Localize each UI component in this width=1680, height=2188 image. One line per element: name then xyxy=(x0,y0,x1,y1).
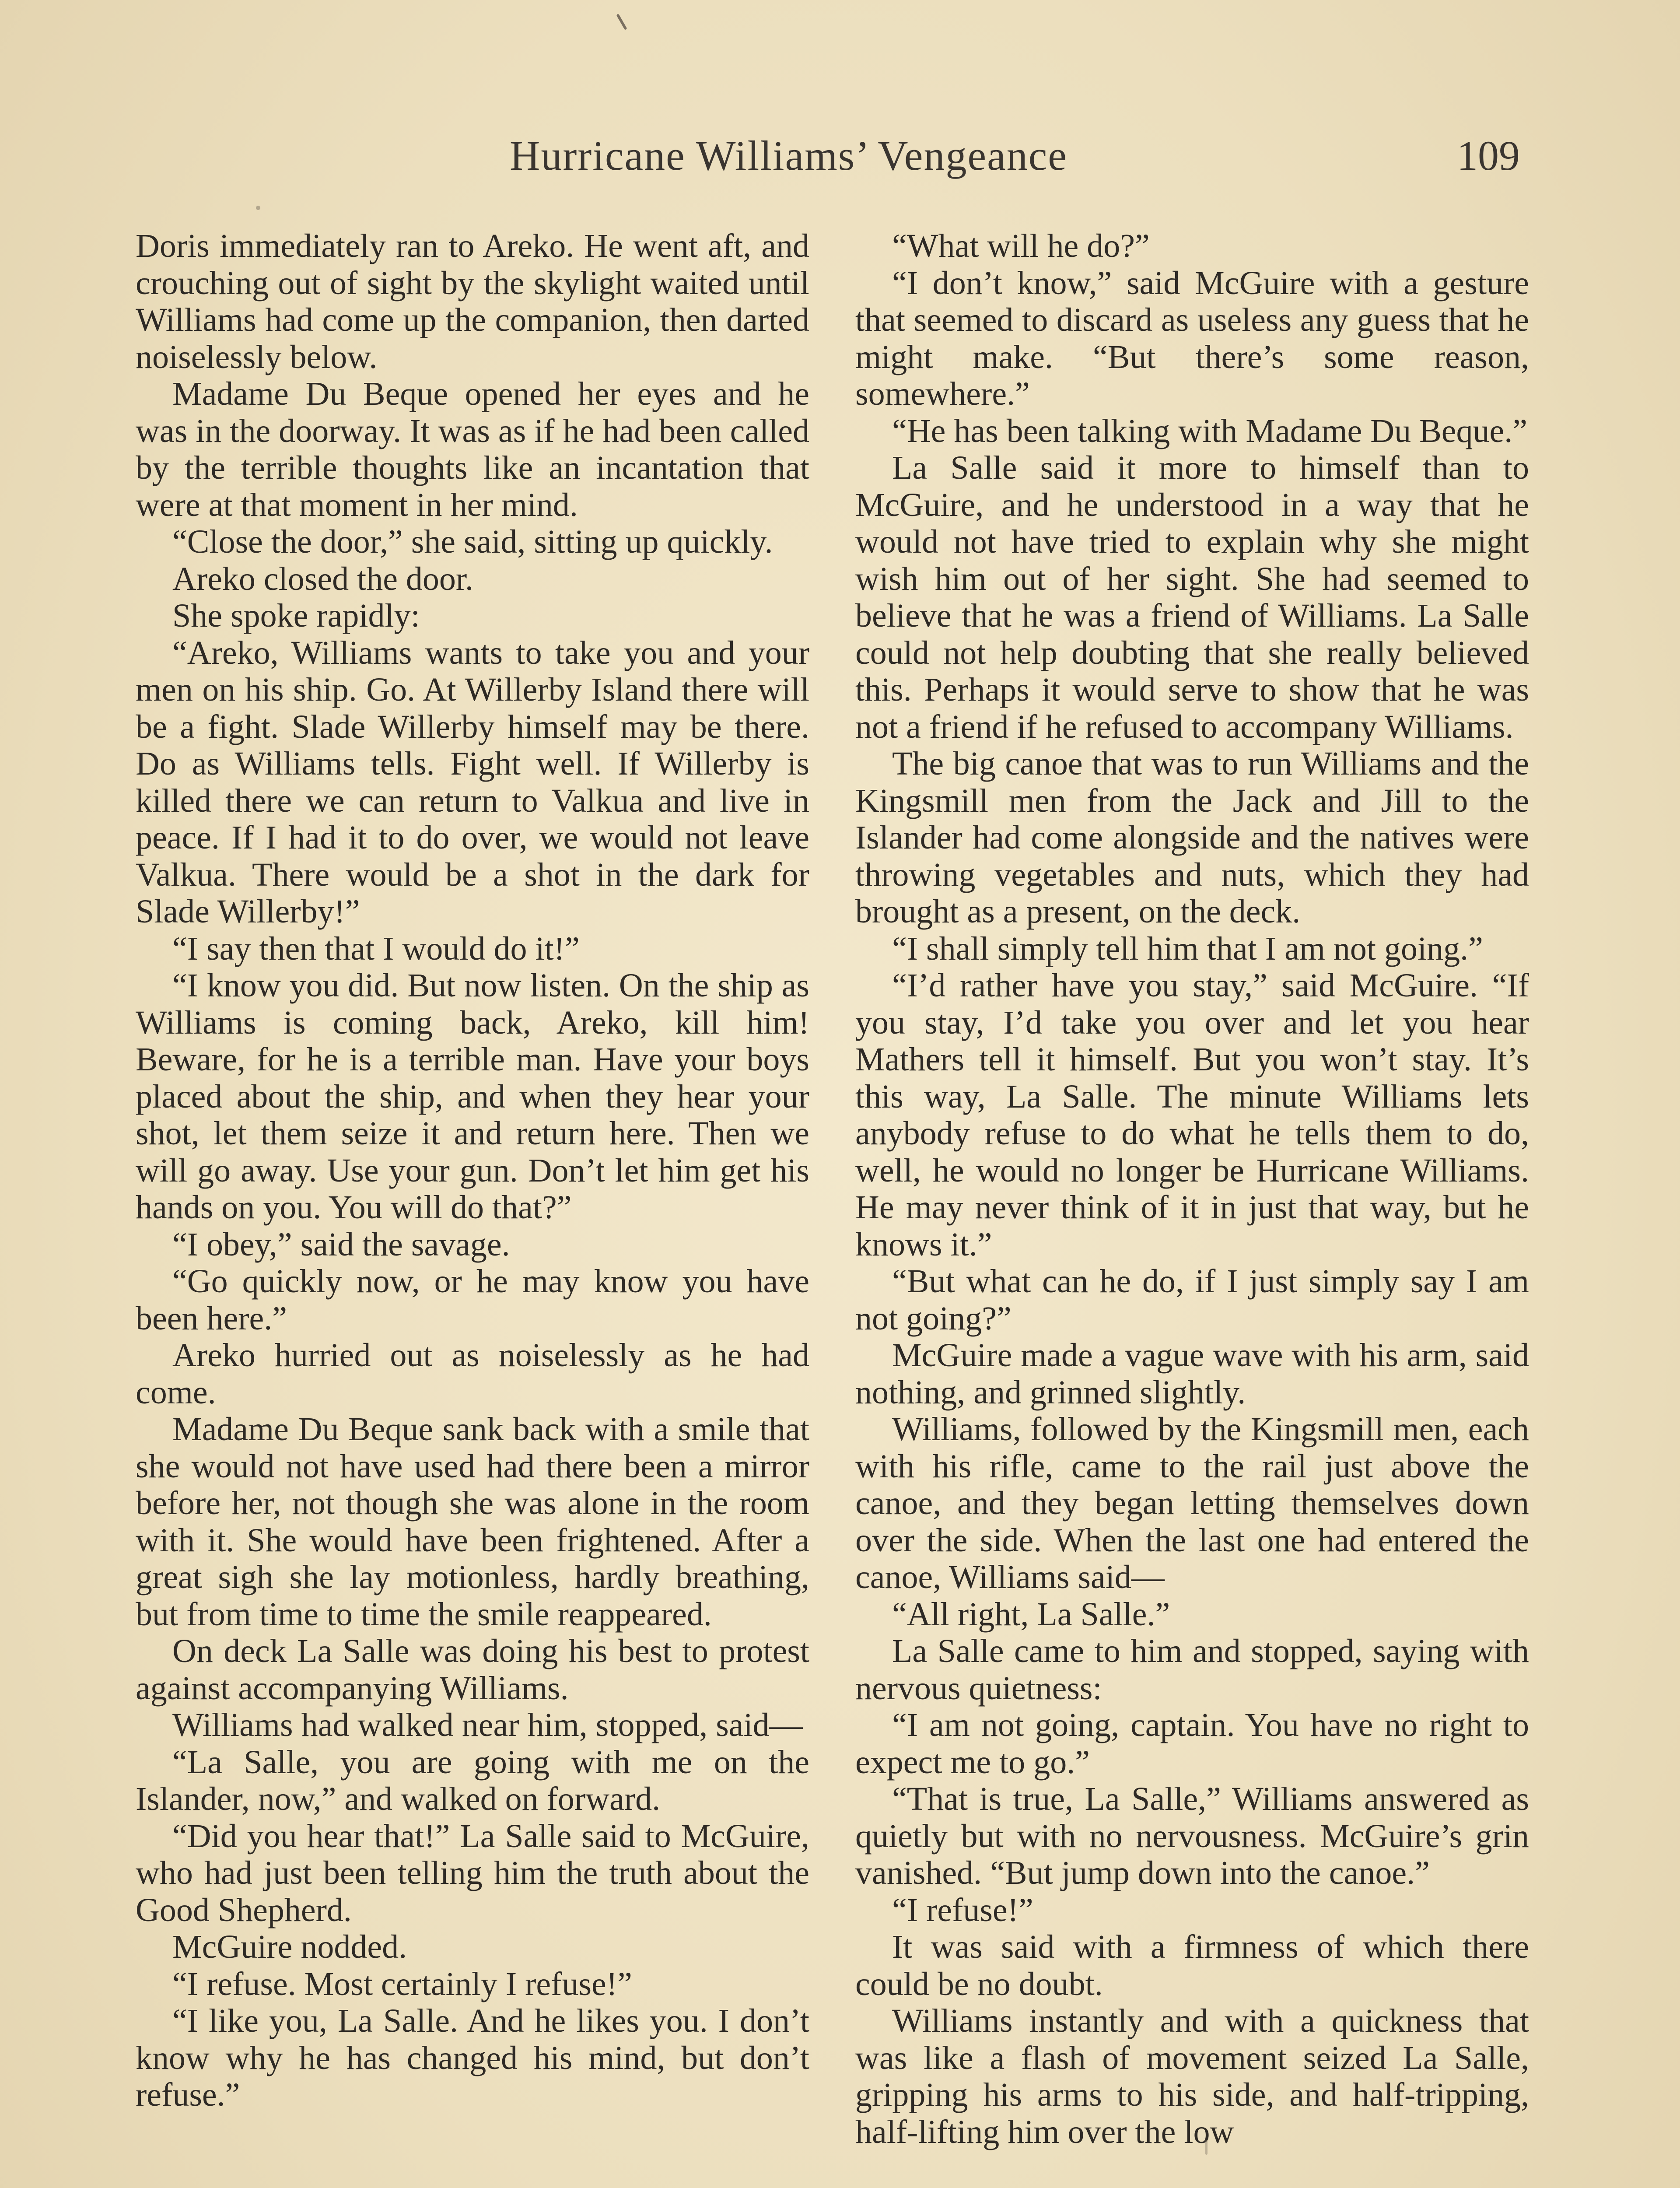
paragraph: “Did you hear that!” La Salle said to McGuire, who had just been telling him the truth about the Good Shepherd. xyxy=(136,1817,809,1929)
paragraph: Williams, followed by the Kingsmill men, each with his rifle, came to the rail just above the canoe, and they began letting themselves down over the side. When the last one had entered the canoe, Williams said— xyxy=(855,1411,1529,1595)
paragraph: She spoke rapidly: xyxy=(172,597,420,634)
right-column xyxy=(855,228,1529,2150)
left-column xyxy=(136,228,809,2114)
paragraph: It was said with a firmness of which there could be no doubt. xyxy=(855,1929,1529,2002)
paragraph: “I’d rather have you stay,” said McGuire. “If you stay, I’d take you over and let you hear Mathers tell it himself. But you won’t stay. It’s this way, La Salle. The minute Williams lets anybody refuse to do what he tells them to do, well, he would no longer be Hurricane Williams. He may never think of it in just that way, but he knows it.” xyxy=(855,967,1529,1263)
paragraph: “I know you did. But now listen. On the ship as Williams is coming back, Areko, kill him! Beware, for he is a terrible man. Have your boys placed about the ship, and when they hear your shot, let them seize it and return here. Then we will go away. Use your gun. Don’t let him get his hands on you. You will do that?” xyxy=(136,967,809,1226)
paragraph: Areko closed the door. xyxy=(172,560,474,597)
paragraph: Madame Du Beque opened her eyes and he was in the doorway. It was as if he had been called by the terrible thoughts like an incantation that were at that moment in her mind. xyxy=(136,375,809,523)
paragraph: Madame Du Beque sank back with a smile that she would not have used had there been a mirror before her, not though she was alone in the room with it. She would have been frightened. After a great sigh she lay motionless, hardly breathing, but from time to time the smile reappeared. xyxy=(136,1411,809,1633)
paragraph: Williams had walked near him, stopped, said— xyxy=(172,1707,803,1743)
paragraph: “I don’t know,” said McGuire with a gesture that seemed to discard as useless any guess that he might make. “But there’s some reason, somewhere.” xyxy=(855,264,1529,412)
running-head xyxy=(0,131,1680,188)
paragraph: “Go quickly now, or he may know you have been here.” xyxy=(136,1263,809,1337)
paragraph: “All right, La Salle.” xyxy=(892,1595,1170,1633)
paper-speck xyxy=(1205,2140,1208,2155)
paragraph: Doris immediately ran to Areko. He went aft, and crouching out of sight by the skylight waited until Williams had come up the companion, then darted noiselessly below. xyxy=(136,228,809,375)
paper-speck xyxy=(616,14,627,30)
paragraph: “I obey,” said the savage. xyxy=(172,1226,510,1263)
paragraph: “La Salle, you are going with me on the Islander, now,” and walked on forward. xyxy=(136,1743,809,1817)
paragraph: “I shall simply tell him that I am not going.” xyxy=(892,930,1483,967)
paper-speck xyxy=(256,206,260,210)
paragraph: “I refuse!” xyxy=(892,1891,1033,1929)
page-number: 109 xyxy=(1457,132,1520,179)
paragraph: “He has been talking with Madame Du Beque.” xyxy=(892,412,1527,449)
paragraph: McGuire nodded. xyxy=(172,1929,407,1965)
paragraph: “What will he do?” xyxy=(892,228,1150,264)
paragraph: “I am not going, captain. You have no right to expect me to go.” xyxy=(855,1707,1529,1781)
running-title: Hurricane Williams’ Vengeance xyxy=(510,132,1068,179)
paragraph: “Areko, Williams wants to take you and your men on his ship. Go. At Willerby Island there will be a fight. Slade Willerby himself may be there. Do as Williams tells. Fight well. If Willerby is killed there we can return to Valkua and live in peace. If I had it to do over, we would not leave Valkua. There would be a shot in the dark for Slade Willerby!” xyxy=(136,634,809,930)
paragraph: Williams instantly and with a quickness that was like a flash of movement seized La Salle, gripping his arms to his side, and half-tripping, half-lifting him over the low xyxy=(855,2002,1529,2150)
paragraph: “That is true, La Salle,” Williams answered as quietly but with no nervousness. McGuire’s grin vanished. “But jump down into the canoe.” xyxy=(855,1781,1529,1891)
paragraph: “I refuse. Most certainly I refuse!” xyxy=(172,1965,632,2002)
paragraph: On deck La Salle was doing his best to protest against accompanying Williams. xyxy=(136,1633,809,1707)
paragraph: “I like you, La Salle. And he likes you. I don’t know why he has changed his mind, but don’t refuse.” xyxy=(136,2002,809,2113)
paragraph: “But what can he do, if I just simply say I am not going?” xyxy=(855,1263,1529,1337)
paragraph: “Close the door,” she said, sitting up quickly. xyxy=(172,523,773,560)
paragraph: The big canoe that was to run Williams and the Kingsmill men from the Jack and Jill to the Islander had come alongside and the natives were throwing vegetables and nuts, which they had brought as a present, on the deck. xyxy=(855,745,1529,930)
paragraph: La Salle came to him and stopped, saying with nervous quietness: xyxy=(855,1633,1529,1707)
paragraph: La Salle said it more to himself than to McGuire, and he understood in a way that he would not have tried to explain why she might wish him out of her sight. She had seemed to believe that he was a friend of Williams. La Salle could not help doubting that she really believed this. Perhaps it would serve to show that he was not a friend if he refused to accompany Williams. xyxy=(855,449,1529,745)
paragraph: Areko hurried out as noiselessly as he had come. xyxy=(136,1337,809,1411)
paragraph: “I say then that I would do it!” xyxy=(172,930,580,967)
paragraph: McGuire made a vague wave with his arm, said nothing, and grinned slightly. xyxy=(855,1337,1529,1411)
